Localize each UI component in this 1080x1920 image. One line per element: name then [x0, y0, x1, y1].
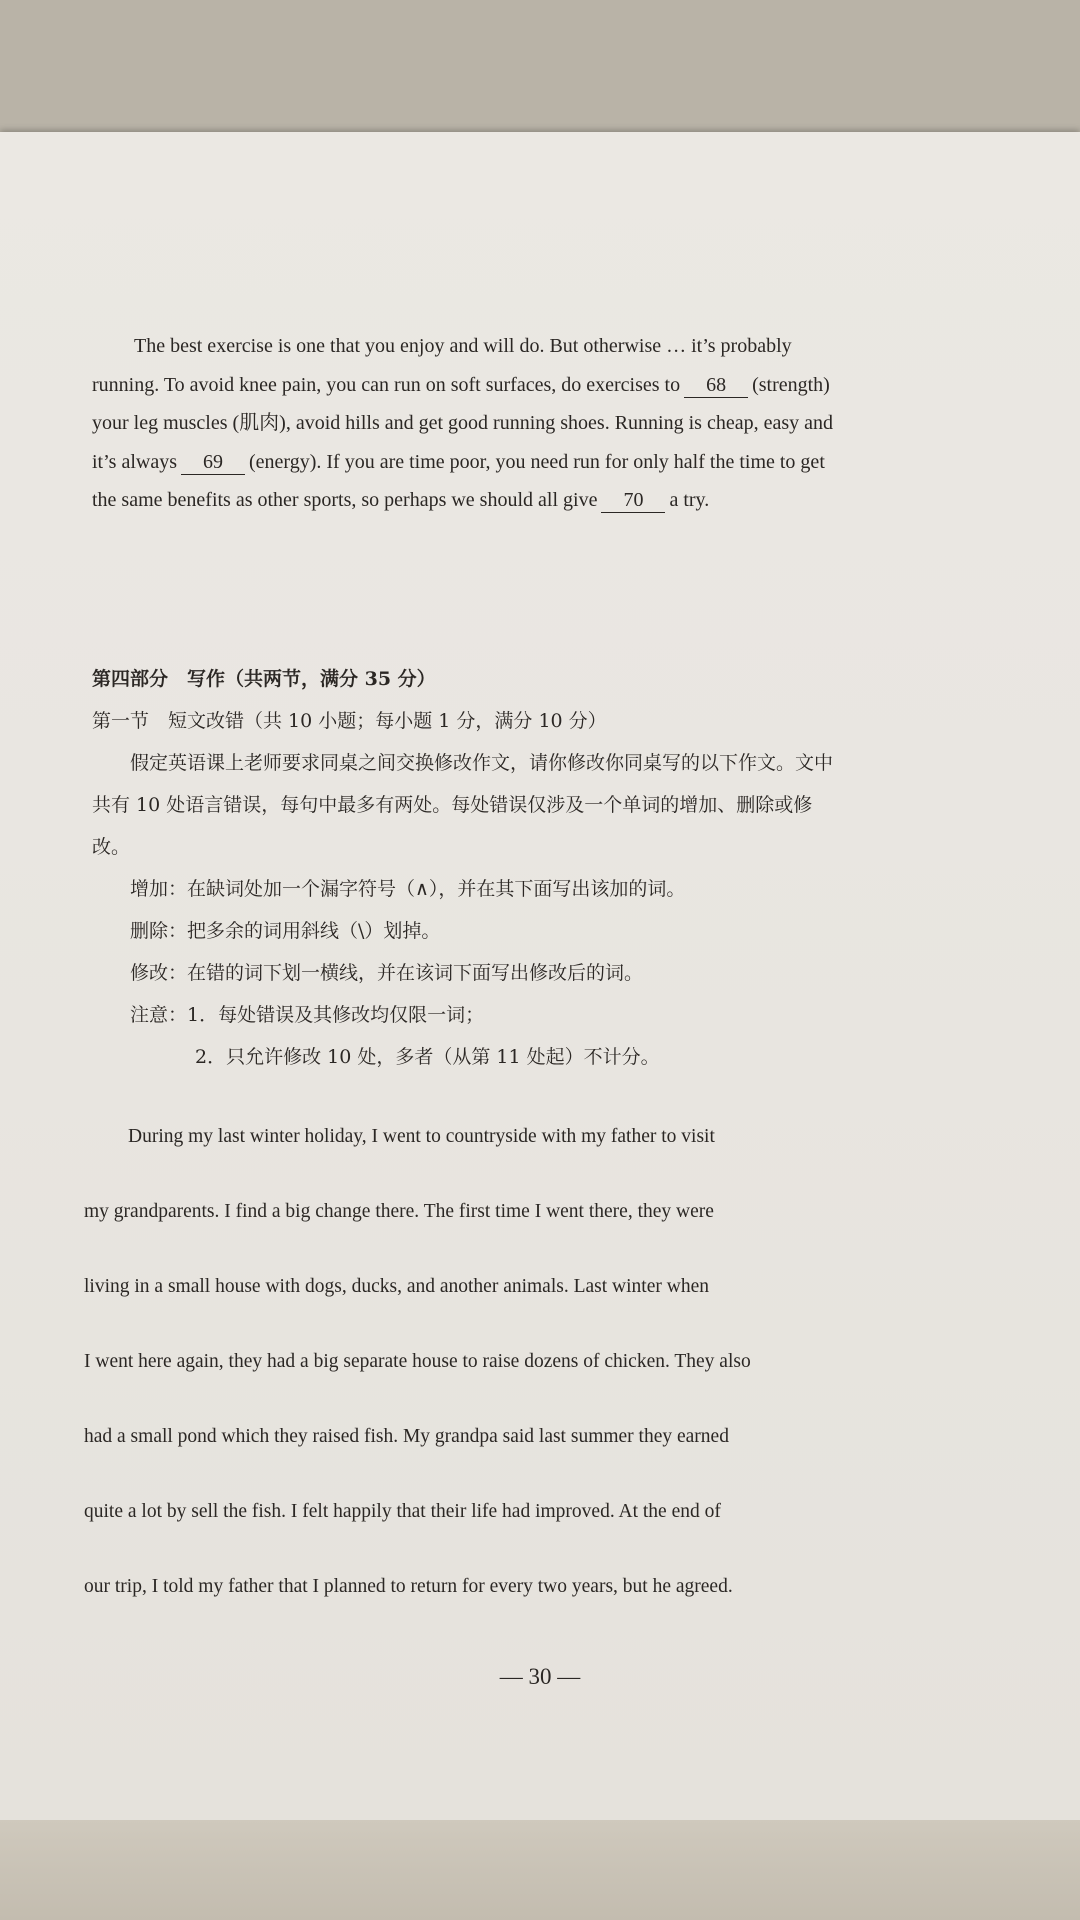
reading-passage	[92, 327, 922, 520]
intro-line: 共有 10 处语言错误，每句中最多有两处。每处错误仅涉及一个单词的增加、删除或修	[92, 794, 813, 816]
blank-70: 70	[601, 488, 665, 513]
page-content	[0, 132, 1080, 1820]
intro-line: 假定英语课上老师要求同桌之间交换修改作文，请你修改你同桌写的以下作文。文中	[130, 752, 834, 774]
rule-delete: 删除：把多余的词用斜线（\）划掉。	[130, 920, 441, 942]
intro-line: 改。	[92, 836, 131, 858]
essay-line: my grandparents. I find a big change there. The first time I went there, they were	[84, 1201, 714, 1222]
passage-line: running. To avoid knee pain, you can run on soft surfaces, do exercises to 68 (strength)	[92, 373, 830, 396]
essay-line: had a small pond which they raised fish. My grandpa said last summer they earned	[84, 1426, 729, 1447]
rule-note-1: 注意：1．每处错误及其修改均仅限一词；	[130, 1004, 485, 1026]
passage-line: your leg muscles (肌肉), avoid hills and get good running shoes. Running is cheap, easy and	[92, 412, 833, 434]
part-title: 第一节 短文改错（共 10 小题；每小题 1 分，满分 10 分）	[92, 710, 607, 732]
blank-69: 69	[181, 450, 245, 475]
desk-surface	[0, 1820, 1080, 1920]
essay-line: living in a small house with dogs, ducks, and another animals. Last winter when	[84, 1276, 709, 1297]
passage-line: it’s always 69 (energy). If you are time poor, you need run for only half the time to get	[92, 450, 825, 473]
page-number: — 30 —	[499, 1664, 581, 1689]
section-title: 第四部分 写作（共两节，满分 35 分）	[92, 668, 436, 690]
rule-add: 增加：在缺词处加一个漏字符号（∧），并在其下面写出该加的词。	[130, 878, 686, 900]
passage-line: The best exercise is one that you enjoy and will do. But otherwise … it’s probably	[134, 335, 792, 357]
passage-line: the same benefits as other sports, so perhaps we should all give 70 a try.	[92, 489, 710, 511]
blank-68: 68	[684, 373, 748, 398]
essay-line: quite a lot by sell the fish. I felt happily that their life had improved. At the end of	[84, 1501, 721, 1522]
exam-paper	[0, 132, 1080, 1820]
essay	[84, 1122, 814, 1647]
essay-line: our trip, I told my father that I planned to return for every two years, but he agreed.	[84, 1576, 733, 1597]
rule-modify: 修改：在错的词下划一横线，并在该词下面写出修改后的词。	[130, 962, 644, 984]
rule-note-2: 2．只允许修改 10 处，多者（从第 11 处起）不计分。	[195, 1046, 660, 1068]
essay-line: During my last winter holiday, I went to countryside with my father to visit	[128, 1126, 715, 1147]
essay-line: I went here again, they had a big separate house to raise dozens of chicken. They also	[84, 1351, 751, 1372]
